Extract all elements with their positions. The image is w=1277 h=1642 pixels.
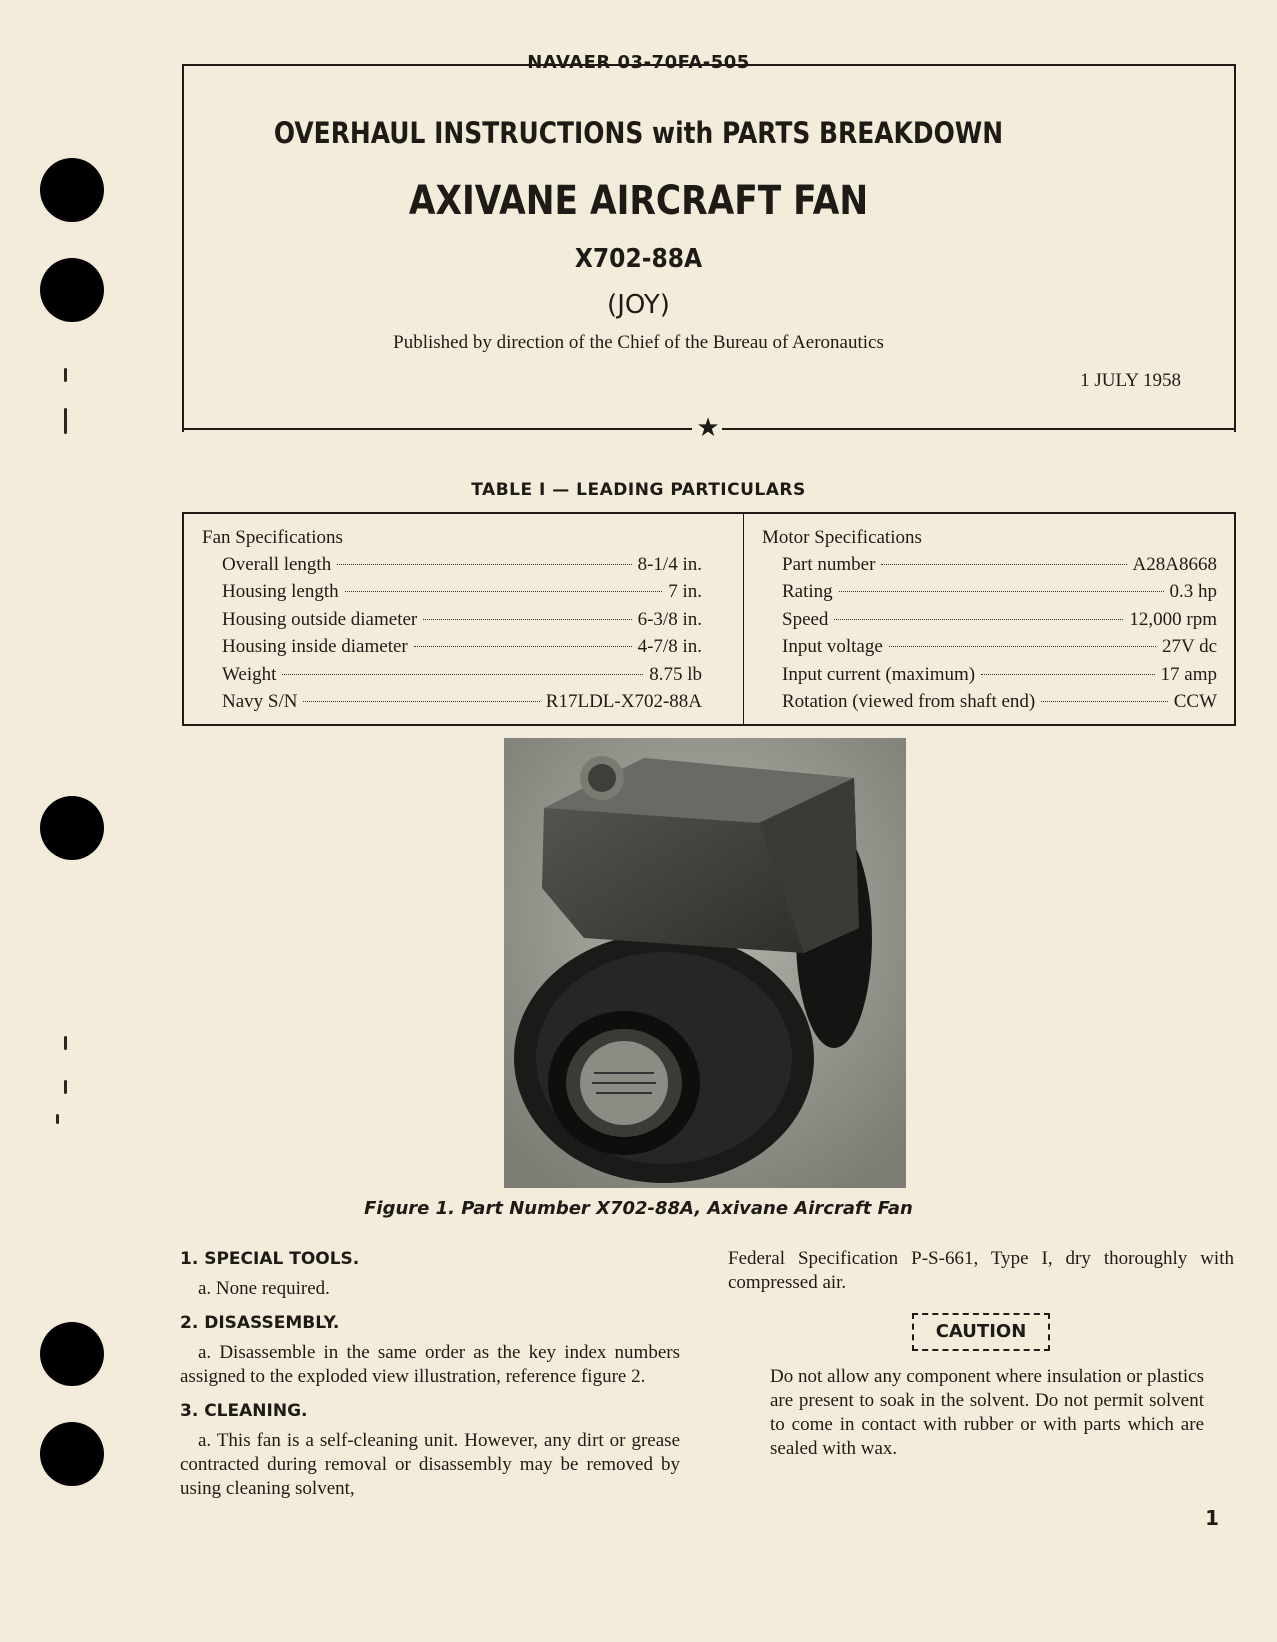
caution-label: CAUTION [912, 1313, 1051, 1351]
spec-value: 6-3/8 in. [637, 608, 702, 630]
authority-line: Published by direction of the Chief of the Bureau of Aeronautics [393, 332, 884, 353]
manufacturer: (JOY) [607, 290, 670, 320]
margin-mark [64, 1036, 67, 1050]
caution-text: Do not allow any component where insulation or plastics are present to soak in the solvent. Do not permit solvent to come in contact with rubber or with parts which are sealed with wax. [770, 1366, 1204, 1459]
spec-row [762, 606, 1217, 633]
spec-label: Housing length [222, 581, 339, 603]
page-number: 1 [1205, 1506, 1219, 1530]
publication-date: 1 JULY 1958 [1080, 370, 1181, 391]
spec-label: Rotation (viewed from shaft end) [782, 690, 1036, 712]
fan-illustration [504, 738, 906, 1188]
paragraph: a. This fan is a self-cleaning unit. However, any dirt or grease contracted during removal or disassembly may be removed by using cleaning solvent, [180, 1430, 680, 1499]
spec-value: 0.3 hp [1169, 581, 1217, 603]
spec-row [202, 633, 702, 660]
motor-specifications [762, 524, 1217, 715]
leader-dots [282, 674, 643, 675]
section-heading: 2. DISASSEMBLY. [180, 1313, 340, 1333]
spec-value: A28A8668 [1132, 554, 1217, 575]
spec-row [202, 606, 702, 633]
spec-value: 27V dc [1161, 636, 1217, 658]
fan-specifications [202, 524, 702, 715]
spec-label: Rating [782, 581, 833, 603]
spec-label: Part number [782, 554, 876, 575]
leader-dots [1041, 701, 1167, 702]
right-column [728, 1247, 1234, 1461]
spec-row [202, 551, 702, 578]
cover-title: AXIVANE AIRCRAFT FAN [408, 178, 869, 224]
spec-label: Overall length [222, 554, 332, 575]
spec-value: 17 amp [1160, 663, 1217, 685]
margin-mark [64, 1080, 67, 1094]
star-icon: ★ [696, 413, 720, 443]
leader-dots [303, 701, 539, 702]
document-number: NAVAER 03-70FA-505 [527, 52, 750, 73]
margin-mark [64, 368, 67, 382]
section-heading: 1. SPECIAL TOOLS. [180, 1249, 360, 1269]
fan-photograph [504, 738, 906, 1188]
spec-row [762, 661, 1217, 688]
spec-row [202, 578, 702, 605]
spec-label: Speed [782, 608, 829, 630]
spec-label: Housing inside diameter [222, 636, 408, 658]
model-number: X702-88A [574, 244, 703, 274]
table-divider [743, 514, 744, 724]
leader-dots [834, 619, 1123, 620]
motor-spec-heading: Motor Specifications [762, 527, 922, 548]
cover-heading: OVERHAUL INSTRUCTIONS with PARTS BREAKDOWN [273, 116, 1004, 150]
leader-dots [337, 564, 631, 565]
leader-dots [423, 619, 631, 620]
margin-mark [64, 408, 67, 434]
table-title: TABLE I — LEADING PARTICULARS [471, 480, 806, 500]
spec-label: Weight [222, 663, 277, 685]
leader-dots [889, 646, 1156, 647]
leader-dots [839, 591, 1164, 592]
caution-heading [728, 1313, 1234, 1351]
leader-dots [414, 646, 632, 647]
paragraph: a. None required. [198, 1278, 330, 1299]
spec-value: 8.75 lb [649, 663, 702, 685]
spec-label: Input voltage [782, 636, 883, 658]
spec-value: R17LDL-X702-88A [545, 690, 702, 712]
spec-value: 4-7/8 in. [637, 636, 702, 658]
leading-particulars-table [182, 512, 1236, 726]
spec-row [762, 551, 1217, 578]
figure-caption: Figure 1. Part Number X702-88A, Axivane Aircraft Fan [364, 1198, 913, 1219]
binder-hole [40, 1322, 104, 1386]
paragraph: a. Disassemble in the same order as the key index numbers assigned to the exploded view illustration, reference figure 2. [180, 1342, 680, 1387]
spec-value: 8-1/4 in. [637, 554, 702, 575]
leader-dots [881, 564, 1126, 565]
leader-dots [981, 674, 1154, 675]
spec-value: 7 in. [668, 581, 702, 603]
spec-row [202, 661, 702, 688]
spec-row [762, 633, 1217, 660]
spec-label: Housing outside diameter [222, 608, 418, 630]
frame-rule [182, 428, 692, 430]
spec-value: 12,000 rpm [1129, 608, 1217, 630]
spec-label: Navy S/N [222, 690, 298, 712]
section-heading: 3. CLEANING. [180, 1401, 308, 1421]
left-column [180, 1247, 680, 1511]
binder-hole [40, 1422, 104, 1486]
spec-row [762, 688, 1217, 715]
fan-spec-heading: Fan Specifications [202, 527, 343, 548]
spec-row [762, 578, 1217, 605]
spec-row [202, 688, 702, 715]
frame-rule [722, 428, 1234, 430]
spec-value: CCW [1173, 690, 1217, 712]
margin-mark [56, 1114, 59, 1124]
spec-label: Input current (maximum) [782, 663, 976, 685]
binder-hole [40, 796, 104, 860]
leader-dots [345, 591, 663, 592]
paragraph-continued: Federal Specification P-S-661, Type I, dry thoroughly with compressed air. [728, 1248, 1234, 1293]
